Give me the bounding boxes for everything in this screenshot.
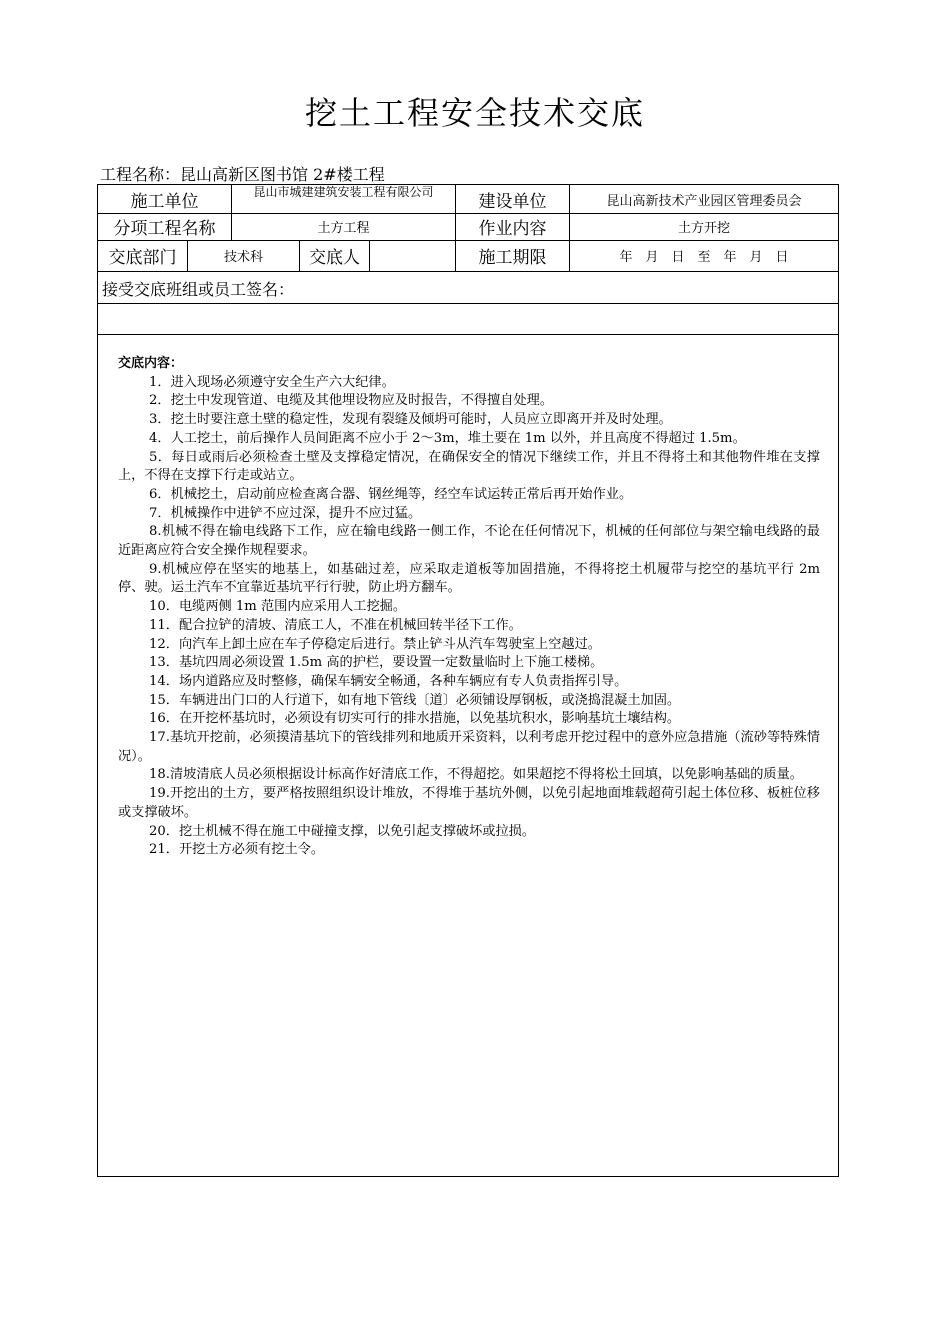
department-label: 交底部门 bbox=[98, 240, 188, 271]
department-value: 技术科 bbox=[188, 240, 300, 271]
owner-unit-label: 建设单位 bbox=[456, 185, 570, 213]
content-item: 21．开挖土方必须有挖土令。 bbox=[149, 842, 325, 858]
discloser-label: 交底人 bbox=[300, 240, 370, 271]
form-row-subproject bbox=[98, 213, 838, 241]
disclosure-content bbox=[118, 355, 820, 860]
content-items bbox=[118, 374, 820, 860]
disclosure-form bbox=[97, 184, 839, 1177]
subproject-label: 分项工程名称 bbox=[98, 213, 232, 240]
period-value: 年 月 日 至 年 月 日 bbox=[619, 250, 789, 265]
content-item: 5．每日或雨后必须检查土壁及支撑稳定情况，在确保安全的情况下继续工作，并且不得将土和其他物件堆在支撑上，不得在支撑下行走或站立。 bbox=[118, 449, 820, 484]
content-item: 15．车辆进出门口的人行道下，如有地下管线〔道〕必须铺设厚钢板，或浇捣混凝土加固。 bbox=[149, 692, 681, 708]
owner-unit-value: 昆山高新技术产业园区管理委员会 bbox=[606, 193, 802, 209]
content-item: 13．基坑四周必须设置 1.5m 高的护栏，要设置一定数量临时上下施工楼梯。 bbox=[149, 655, 604, 671]
content-item: 12．向汽车上卸土应在车子停稳定后进行。禁止铲斗从汽车驾驶室上空越过。 bbox=[149, 636, 601, 652]
content-item: 11．配合拉铲的清坡、清底工人，不准在机械回转半径下工作。 bbox=[149, 617, 522, 633]
discloser-value bbox=[370, 240, 456, 271]
content-item: 9.机械应停在坚实的地基上，如基础过差，应采取走道板等加固措施，不得将挖土机履带与挖空的基坑平行 2m 停、驶。运土汽车不宜靠近基坑平行行驶，防止坍方翻车。 bbox=[118, 561, 820, 596]
content-item: 8.机械不得在输电线路下工作，应在输电线路一侧工作，不论在任何情况下，机械的任何部位与架空输电线路的最近距离应符合安全操作规程要求。 bbox=[118, 524, 820, 559]
content-item: 19.开挖出的土方，要严格按照组织设计堆放，不得堆于基坑外侧，以免引起地面堆载超荷引起土体位移、板桩位移或支撑破坏。 bbox=[118, 786, 820, 820]
construction-unit-label: 施工单位 bbox=[98, 185, 232, 213]
work-content-label: 作业内容 bbox=[456, 213, 570, 240]
content-item: 7．机械操作中进铲不应过深，提升不应过猛。 bbox=[149, 505, 422, 521]
content-heading: 交底内容： bbox=[118, 356, 184, 371]
content-item: 18.清坡清底人员必须根据设计标高作好清底工作，不得超挖。如果超挖不得将松土回填，以免影响基础的质量。 bbox=[149, 767, 803, 783]
content-item: 10．电缆两侧 1m 范围内应采用人工挖掘。 bbox=[149, 599, 407, 615]
project-name-value: 昆山高新区图书馆 2#楼工程 bbox=[180, 165, 385, 184]
project-name bbox=[100, 162, 385, 185]
form-row-department bbox=[98, 240, 838, 272]
content-item: 17.基坑开挖前，必须摸清基坑下的管线排列和地质开采资料，以利考虑开挖过程中的意外应急措施（流砂等特殊情况）。 bbox=[118, 730, 820, 764]
construction-unit-value: 昆山市城建建筑安装工程有限公司 bbox=[232, 185, 456, 213]
content-item: 6．机械挖土，启动前应检查离合器、钢丝绳等，经空车试运转正常后再开始作业。 bbox=[149, 486, 633, 502]
content-item: 4．人工挖土，前后操作人员间距离不应小于 2～3m，堆土要在 1m 以外，并且高度不得超过 1.5m。 bbox=[149, 430, 746, 446]
content-item: 20．挖土机械不得在施工中碰撞支撑，以免引起支撑破坏或拉损。 bbox=[149, 823, 536, 839]
work-content-value: 土方开挖 bbox=[677, 221, 730, 236]
content-item: 16．在开挖杯基坑时，必须设有切实可行的排水措施，以免基坑积水，影响基坑土壤结构。 bbox=[149, 711, 681, 727]
content-item: 3．挖土时要注意土壁的稳定性，发现有裂缝及倾坍可能时，人员应立即离开并及时处理。 bbox=[149, 412, 672, 428]
document-title: 挖土工程安全技术交底 bbox=[304, 94, 645, 132]
period-label: 施工期限 bbox=[456, 240, 570, 271]
subproject-value: 土方工程 bbox=[232, 213, 456, 240]
form-row-units bbox=[98, 185, 838, 214]
signature-label: 接受交底班组或员工签名： bbox=[102, 280, 295, 299]
content-item: 1．进入现场必须遵守安全生产六大纪律。 bbox=[149, 374, 395, 390]
project-name-label: 工程名称： bbox=[100, 165, 181, 184]
content-item: 2．挖土中发现管道、电缆及其他埋设物应及时报告，不得擅自处理。 bbox=[149, 393, 554, 409]
signature-area bbox=[98, 303, 838, 335]
content-item: 14．场内道路应及时整修，确保车辆安全畅通，各种车辆应有专人负责指挥引导。 bbox=[149, 673, 628, 689]
form-row-signature bbox=[98, 271, 838, 304]
